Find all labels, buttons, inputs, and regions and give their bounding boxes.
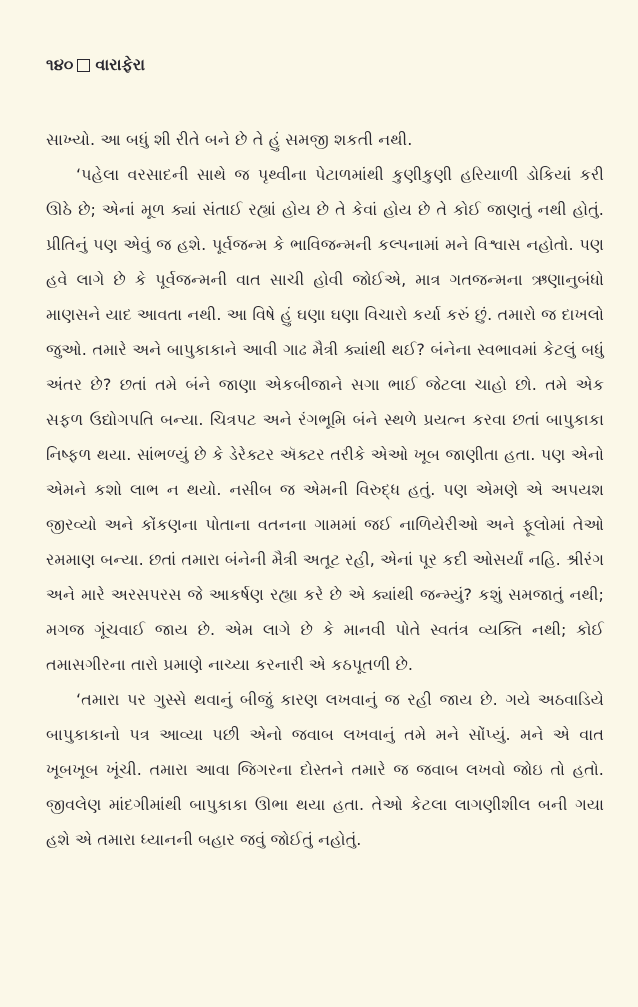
paragraph: ‘પહેલા વરસાદની સાથે જ પૃથ્વીના પેટાળમાંથી કુણીકુણી હરિયાળી ડોકિયાં કરી ઊઠે છે; એનાં મૂળ ક્યાં સંતાઈ રહ્યાં હોય છે તે કેવાં હોય છે તે કોઈ જાણતું નથી હોતું. પ્રીતિનું પણ એવું જ હશે. પૂર્વજન્મ કે ભાવિજન્મની કલ્પનામાં મને વિશ્વાસ નહોતો. પણ હવે લાગે છે કે પૂર્વજન્મની વાત સાચી હોવી જોઈએ, માત્ર ગતજન્મના ઋણાનુબંધો માણસને યાદ આવતા નથી. આ વિષે હું ઘણા ઘણા વિચારો કર્યા કરું છું. તમારો જ દાખલો જુઓ. તમારે અને બાપુકાકાને આવી ગાઢ મૈત્રી ક્યાંથી થઈ? બંનેના સ્વભાવમાં કેટલું બધું અંતર છે? છતાં તમે બંને જાણા એકબીજાને સગા ભાઈ જેટલા ચાહો છો. તમે એક સફળ ઉદ્યોગપતિ બન્યા. ચિત્રપટ અને રંગભૂમિ બંને સ્થળે પ્રયત્ન કરવા છતાં બાપુકાકા નિષ્ફળ થયા. સાંભળ્યું છે કે ડેરેક્ટર ઍક્ટર તરીકે એઓ ખૂબ જાણીતા હતા. પણ એનો એમને કશો લાભ ન થયો. નસીબ જ એમની વિરુદ્ધ હતું. પણ એમણે એ અપયશ જીરવ્યો અને કોંકણના પોતાના વતનના ગામમાં જઈ નાળિયેરીઓ અને ફૂલોમાં તેઓ રમમાણ બન્યા. છતાં તમારા બંનેની મૈત્રી અતૂટ રહી, એનાં પૂર કદી ઓસર્યાં નહિ. શ્રીરંગ અને મારે અરસપરસ જે આકર્ષણ રહ્યા કરે છે એ ક્યાંથી જન્મ્યું? કશું સમજાતું નથી; મગજ ગૂંચવાઈ જાય છે. એમ લાગે છે કે માનવી પોતે સ્વતંત્ર વ્યક્તિ નથી; કોઈ તમાસગીરના તારો પ્રમાણે નાચ્યા કરનારી એ કઠપૂતળી છે. [46,165,604,674]
page-number: ૧૪૦ [46,55,74,74]
paragraph: ‘તમારા પર ગુસ્સે થવાનું બીજું કારણ લખવાનું જ રહી જાય છે. ગયે અઠવાડિયે બાપુકાકાનો પત્ર આવ્યા પછી એનો જવાબ લખવાનું તમે મને સોંપ્યું. મને એ વાત ખૂબખૂબ ખૂંચી. તમારા આવા જિગરના દોસ્તને તમારે જ જવાબ લખવો જોઇ તો હતો. જીવલેણ માંદગીમાંથી બાપુકાકા ઊભા થયા હતા. તેઓ કેટલા લાગણીશીલ બની ગયા હશે એ તમારા ધ્યાનની બહાર જવું જોઈતું નહોતું. [46,690,604,849]
body-text [46,122,604,857]
running-head [46,52,604,78]
square-ornament-icon [77,59,90,72]
paragraph-continued: સાખ્યો. આ બધું શી રીતે બને છે તે હું સમજી શકતી નથી. [46,130,413,149]
book-title: વારાફેરા [95,55,146,74]
